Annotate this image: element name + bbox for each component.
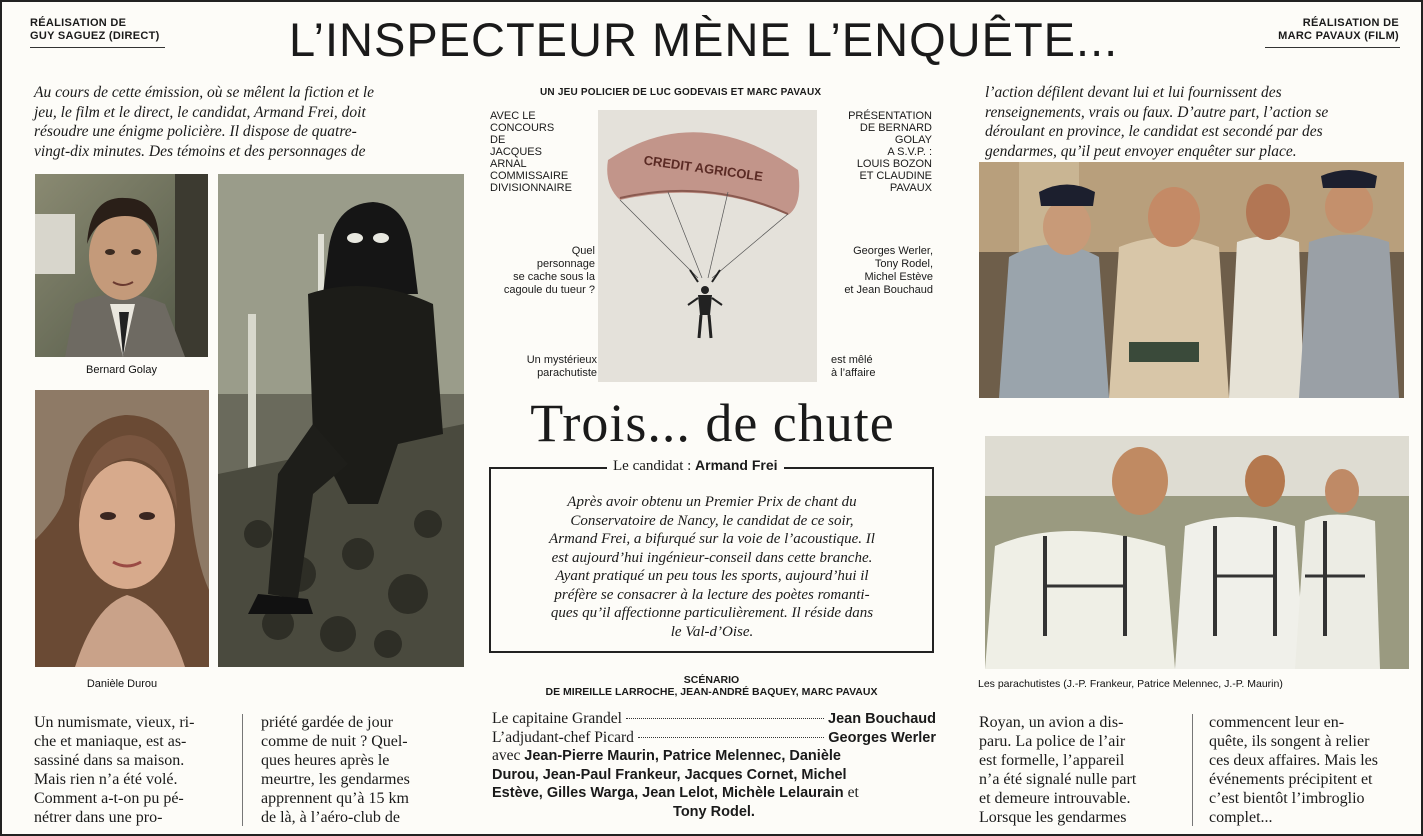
candidate-label: Le candidat :	[613, 458, 696, 474]
story-column-3	[979, 713, 1179, 827]
photo-daniele-durou	[35, 390, 209, 667]
concours-line: ARNAL	[490, 158, 527, 170]
cast-row-2	[492, 729, 936, 748]
mixed-line: est mêlé	[831, 354, 873, 366]
story-line: che et maniaque, est as-	[34, 733, 187, 750]
center-subtitle: UN JEU POLICIER DE LUC GODEVAIS ET MARC PAVAUX	[540, 87, 822, 98]
mystery-note	[490, 354, 597, 380]
cast-with: avec	[492, 747, 525, 764]
bio-line: préfère se consacrer à la lecture des poètes romanti-	[554, 586, 870, 603]
candidate-heading	[607, 457, 784, 475]
story-line: Royan, un avion a dis-	[979, 714, 1124, 731]
presentation-line: DE BERNARD	[859, 122, 932, 134]
story-line: Comment a-t-on pu pé-	[34, 790, 184, 807]
bio-line: Conservatoire de Nancy, le candidat de ce soir,	[570, 512, 854, 529]
intro-right-line: renseignements, vrais ou faux. D’autre part, l’action se	[985, 103, 1329, 121]
caption-parachutistes: Les parachutistes (J.-P. Frankeur, Patrice Melennec, J.-P. Maurin)	[978, 678, 1283, 690]
story-line: commencent leur en-	[1209, 714, 1345, 731]
question-line: personnage	[536, 258, 595, 270]
intro-right-line: l’action défilent devant lui et lui fournissent des	[985, 84, 1282, 101]
story-line: Mais rien n’a été volé.	[34, 771, 178, 788]
story-line: comme de nuit ? Quel-	[261, 733, 408, 750]
intro-right-line: gendarmes, qu’il peut envoyer enquêter sur place.	[985, 142, 1297, 160]
presentation-line: GOLAY	[894, 134, 932, 146]
story-line: de là, à l’aéro-club de	[261, 809, 401, 826]
concours-line: CONCOURS	[490, 122, 555, 134]
story-line: apprennent qu’à 15 km	[261, 790, 409, 807]
cast-rest	[492, 747, 936, 821]
concours-note	[490, 110, 572, 194]
mystery-line: parachutiste	[537, 367, 597, 379]
mixed-note	[831, 354, 875, 380]
cast-names-line: Jean-Pierre Maurin, Patrice Melennec, Danièle	[524, 748, 841, 764]
story-line: complet...	[1209, 809, 1273, 826]
bio-line: ques qu’il affectionne particulièrement. Il réside dans	[550, 605, 874, 621]
bio-line: est aujourd’hui ingénieur-conseil dans cette branche.	[551, 549, 873, 566]
leader-dots	[626, 718, 824, 719]
actors-note	[822, 245, 933, 297]
intro-left-line: vingt-dix minutes. Des témoins et des personnages de	[34, 142, 366, 160]
story-line: priété gardée de jour	[261, 714, 393, 731]
scenario-authors: DE MIREILLE LARROCHE, JEAN-ANDRÉ BAQUEY, MARC PAVAUX	[545, 686, 878, 698]
photo-hooded-killer	[218, 174, 464, 667]
candidate-bio	[497, 493, 927, 641]
question-line: cagoule du tueur ?	[503, 284, 595, 296]
cast-names-line: Durou, Jean-Paul Frankeur, Jacques Cornet, Michel	[492, 766, 847, 783]
photo-bernard-golay	[35, 174, 208, 357]
bio-line: Armand Frei, a bifurqué sur la voie de l’acoustique. Il	[549, 531, 875, 547]
story-line: meurtre, les gendarmes	[261, 771, 410, 788]
concours-line: JACQUES	[490, 146, 542, 158]
cast-names-line: Estève, Gilles Warga, Jean Lelot, Michèle Lelaurain	[492, 785, 844, 801]
concours-line: DE	[490, 134, 506, 146]
canopy-text: CREDIT AGRICOLE	[642, 152, 764, 185]
actors-line: et Jean Bouchaud	[844, 284, 933, 296]
actors-line: Tony Rodel,	[874, 258, 933, 270]
story-line: sassiné dans sa maison.	[34, 752, 185, 769]
cast-row-1	[492, 710, 936, 729]
story-line: paru. La police de l’air	[979, 733, 1126, 750]
headline: L’INSPECTEUR MÈNE L’ENQUÊTE...	[289, 13, 1119, 66]
story-line: ces deux affaires. Mais les	[1209, 752, 1378, 769]
right-credit-rule	[1265, 47, 1400, 48]
story-line: événements précipitent et	[1209, 771, 1373, 788]
bio-line: le Val-d’Oise.	[670, 623, 754, 640]
intro-left-line: résoudre une énigme policière. Il dispose de quatre-	[34, 123, 357, 140]
story-line: nétrer dans une pro-	[34, 809, 163, 826]
story-line: Lorsque les gendarmes	[979, 809, 1127, 826]
mystery-line: Un mystérieux	[526, 354, 597, 366]
caption-golay: Bernard Golay	[86, 364, 157, 376]
photo-gendarmes	[979, 162, 1404, 398]
left-credit-line1: RÉALISATION DE	[30, 17, 127, 29]
cast-actor: Georges Werler	[828, 729, 936, 746]
actors-line: Georges Werler,	[853, 245, 933, 257]
cast-actor: Jean Bouchaud	[828, 711, 936, 727]
presentation-line: LOUIS BOZON	[856, 158, 932, 170]
presentation-line: ET CLAUDINE	[859, 170, 932, 182]
story-line: est formelle, l’appareil	[979, 752, 1125, 769]
right-credit-line1: RÉALISATION DE	[1302, 17, 1399, 29]
intro-left-line: jeu, le film et le direct, le candidat, Armand Frei, doit	[34, 103, 366, 121]
caption-durou: Danièle Durou	[86, 678, 158, 690]
concours-line: DIVISIONNAIRE	[490, 182, 572, 194]
story-column-2	[261, 713, 457, 827]
question-line: Quel	[571, 245, 595, 257]
question-line: se cache sous la	[513, 271, 595, 283]
left-credit-line2: GUY SAGUEZ (DIRECT)	[30, 30, 160, 42]
presentation-line: PRÉSENTATION	[848, 110, 932, 122]
photo-parachutist	[598, 110, 817, 382]
intro-left	[34, 83, 446, 161]
article-title: Trois... de chute	[530, 393, 895, 453]
scenario-heading: SCÉNARIO	[683, 674, 740, 686]
photo-parachutistes	[985, 436, 1409, 669]
concours-line: COMMISSAIRE	[490, 170, 569, 182]
presentation-note	[822, 110, 932, 194]
story-line: c’est bientôt l’imbroglio	[1209, 790, 1365, 807]
story-column-1	[34, 713, 230, 827]
story-column-4	[1209, 713, 1403, 827]
presentation-line: A S.V.P. :	[887, 146, 932, 158]
right-credit-line2: MARC PAVAUX (FILM)	[1278, 30, 1399, 42]
story-line: quête, ils songent à relier	[1209, 733, 1370, 750]
intro-left-line: Au cours de cette émission, où se mêlent la fiction et le	[34, 84, 375, 101]
candidate-name: Armand Frei	[695, 457, 778, 473]
actors-line: Michel Estève	[864, 271, 933, 283]
question-note	[490, 245, 595, 297]
right-credit	[1278, 17, 1399, 43]
intro-right	[985, 83, 1401, 161]
cast-role: L’adjudant-chef Picard	[492, 728, 634, 746]
intro-right-line: déroulant en province, le candidat est secondé par des	[985, 123, 1323, 140]
story-line: et demeure introuvable.	[979, 790, 1131, 807]
leader-dots	[638, 737, 824, 738]
column-rule	[242, 714, 243, 826]
left-credit-rule	[30, 47, 165, 48]
story-line: ques heures après le	[261, 752, 390, 769]
presentation-line: PAVAUX	[889, 182, 932, 194]
cast-list	[492, 710, 936, 821]
mixed-line: à l’affaire	[831, 367, 876, 379]
cast-role: Le capitaine Grandel	[492, 710, 622, 727]
left-credit	[30, 17, 160, 43]
cast-et: et	[847, 784, 859, 801]
scenario-credit	[489, 674, 934, 698]
cast-last: Tony Rodel.	[673, 803, 755, 820]
story-line: n’a été signalé nulle part	[979, 771, 1137, 788]
bio-line: Après avoir obtenu un Premier Prix de chant du	[567, 494, 857, 510]
column-rule	[1192, 714, 1193, 826]
bio-line: Ayant pratiqué un peu tous les sports, aujourd’hui il	[555, 568, 869, 584]
concours-line: AVEC LE	[490, 110, 536, 122]
story-line: Un numismate, vieux, ri-	[34, 714, 195, 731]
